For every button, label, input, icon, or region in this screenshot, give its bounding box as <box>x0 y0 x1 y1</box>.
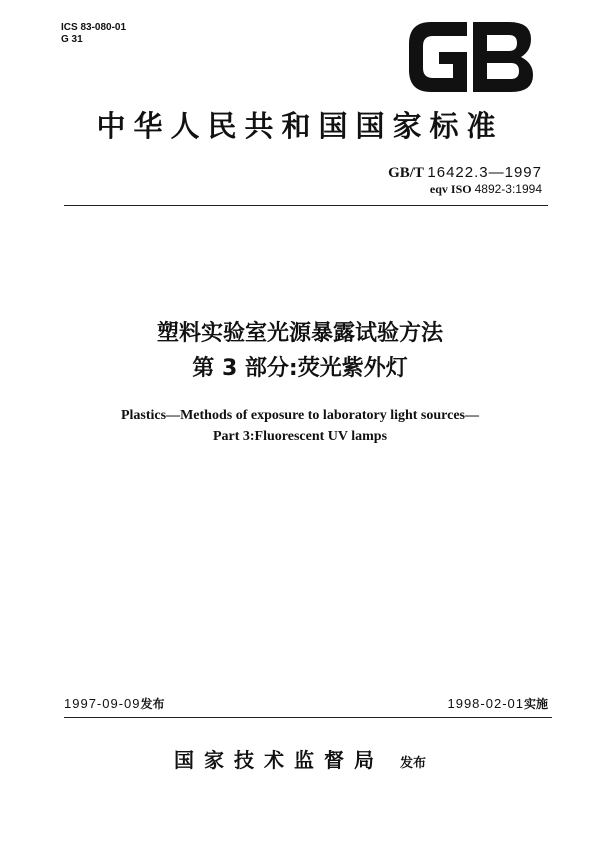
footer-divider <box>64 717 552 718</box>
equivalence-prefix: eqv ISO <box>429 182 472 196</box>
ics-code: ICS 83-080-01 <box>61 22 127 33</box>
header-divider <box>64 205 548 206</box>
effective-date-value: 1998-02-01 <box>447 696 524 711</box>
publisher <box>0 744 600 773</box>
gb-logo-b <box>473 22 533 92</box>
effective-date <box>447 695 548 712</box>
issue-date-label: 发布 <box>140 697 165 711</box>
chinese-title-line1: 塑料实验室光源暴露试验方法 <box>156 321 443 346</box>
english-title-line2: Part 3:Fluorescent UV lamps <box>212 429 388 444</box>
issue-date <box>64 695 165 712</box>
chinese-title-line2: 第 3 部分:荧光紫外灯 <box>192 356 408 381</box>
national-standard-title: 中华人民共和国国家标准 <box>96 109 504 143</box>
standard-number <box>322 164 542 182</box>
publisher-organization: 国家技术监督局 <box>173 748 384 772</box>
standard-numbers <box>322 164 542 196</box>
ccs-code: G 31 <box>61 34 83 45</box>
standard-number-prefix: GB/T <box>388 165 424 181</box>
gb-logo-g <box>409 22 467 92</box>
effective-date-label: 实施 <box>523 697 548 711</box>
equivalence-value: 4892-3:1994 <box>474 182 542 196</box>
standard-number-value: 16422.3—1997 <box>427 164 542 181</box>
classification-codes <box>61 22 126 46</box>
gb-logo <box>409 22 533 92</box>
equivalence-number <box>322 182 542 196</box>
issue-date-value: 1997-09-09 <box>64 696 141 711</box>
publisher-label: 发布 <box>399 756 426 771</box>
english-title-line1: Plastics—Methods of exposure to laboratory light sources— <box>120 408 479 423</box>
